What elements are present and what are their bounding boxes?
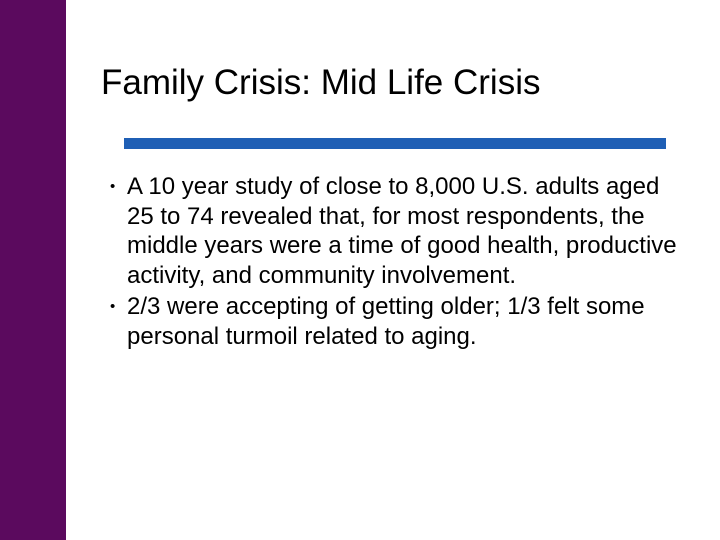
bullet-text-aging: 2/3 were accepting of getting older; 1/3 felt some personal turmoil related to aging.	[127, 293, 645, 350]
bullet-item-aging	[110, 292, 690, 351]
title-underline-rule	[124, 138, 666, 149]
slide-title: Family Crisis: Mid Life Crisis	[101, 63, 541, 102]
bullet-text-study: A 10 year study of close to 8,000 U.S. adults aged 25 to 74 revealed that, for most respondents, the middle years were a time of good health, productive activity, and community involvement.	[127, 173, 677, 289]
left-accent-bar	[0, 0, 66, 540]
bullet-list	[110, 172, 690, 353]
bullet-dot-icon: •	[110, 298, 116, 315]
bullet-dot-icon: •	[110, 178, 116, 195]
bullet-item-study	[110, 172, 690, 290]
